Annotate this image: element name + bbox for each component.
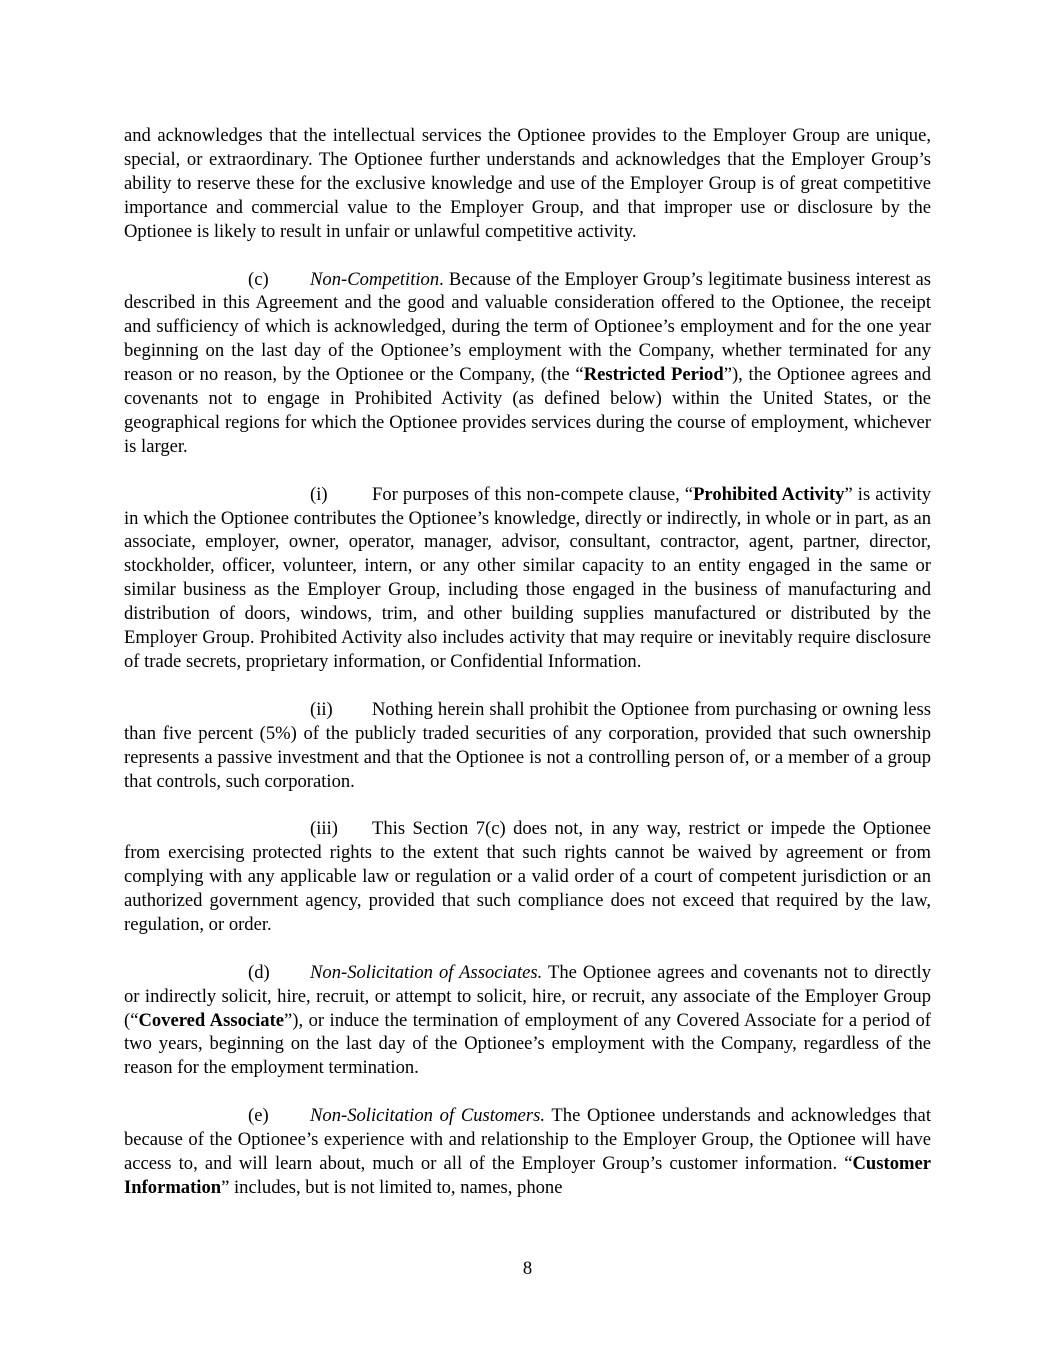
section-c-non-competition bbox=[124, 268, 931, 459]
subsection-number: (ii) bbox=[310, 698, 333, 720]
section-text: ”), the Optionee agrees and covenants not to engage in Prohibited Activity (as defined below) within the United States, or the geographical regions for which the Optionee provides services during the course of employment, whichever is larger. bbox=[124, 364, 932, 457]
defined-term: Restricted Period bbox=[583, 364, 724, 386]
section-number: (d) bbox=[248, 961, 270, 983]
subsection-text: For purposes of this non-compete clause, “ bbox=[372, 483, 694, 505]
section-c-ii-passive-investment bbox=[124, 698, 931, 794]
subsection-number: (iii) bbox=[310, 818, 338, 840]
subsection-text: ” is activity in which the Optionee contributes the Optionee’s knowledge, directly or indirectly, in whole or in part, as an associate, employer, owner, operator, manager, advisor, consultant, contractor, agent, partner, director, stockholder, officer, volunteer, intern, or any other similar capacity to an entity engaged in the same or similar business as the Employer Group, including those engaged in the business of manufacturing and distribution of doors, windows, trim, and other building supplies manufactured or distributed by the Employer Group. Prohibited Activity also includes activity that may require or inevitably require disclosure of trade secrets, proprietary information, or Confidential Information. bbox=[124, 483, 932, 673]
page-number: 8 bbox=[522, 1258, 533, 1279]
section-text: . Because of the Employer Group’s legitimate business interest as described in this Agreement and the good and valuable consideration offered to the Optionee, the receipt and sufficiency of which is acknowledged, during the term of Optionee’s employment and for the one year beginning on the last day of the Optionee’s employment with the Company, whether terminated for any reason or no reason, by the Optionee or the Company, (the “ bbox=[124, 268, 931, 386]
section-heading: Non-Competition bbox=[310, 268, 440, 290]
defined-term: Customer Information bbox=[124, 1152, 931, 1198]
section-text: The Optionee agrees and covenants not to directly or indirectly solicit, hire, recruit, or attempt to solicit, hire, or recruit, any associate of the Employer Group (“ bbox=[124, 961, 931, 1031]
section-e-non-solicitation-customers bbox=[124, 1104, 931, 1200]
subsection-text: Nothing herein shall prohibit the Optionee from purchasing or owning less than five percent (5%) of the publicly traded securities of any corporation, provided that such ownership represents a passive investment and that the Optionee is not a controlling person of, or a member of a group that controls, such corporation. bbox=[124, 698, 931, 792]
section-number: (c) bbox=[248, 268, 269, 290]
section-number: (e) bbox=[248, 1105, 269, 1127]
document-page bbox=[124, 124, 931, 1224]
section-text: The Optionee understands and acknowledges that because of the Optionee’s experience with and relationship to the Employer Group, the Optionee will have access to, and will learn about, much or all of the Employer Group’s customer information. “ bbox=[124, 1105, 931, 1174]
subsection-text: This Section 7(c) does not, in any way, restrict or impede the Optionee from exercising protected rights to the extent that such rights cannot be waived by agreement or from complying with any applicable law or regulation or a valid order of a court of competent jurisdiction or an authorized government agency, provided that such compliance does not exceed that required by the law, regulation, or order. bbox=[124, 818, 931, 935]
subsection-number: (i) bbox=[310, 483, 328, 505]
section-text: ” includes, but is not limited to, names, phone bbox=[221, 1176, 563, 1198]
defined-term: Prohibited Activity bbox=[693, 483, 845, 505]
paragraph-intro: and acknowledges that the intellectual services the Optionee provides to the Employer Group are unique, special, or extraordinary. The Optionee further understands and acknowledges that the Employer Group’s ability to reserve these for the exclusive knowledge and use of the Employer Group is of great competitive importance and commercial value to the Employer Group, and that improper use or disclosure by the Optionee is likely to result in unfair or unlawful competitive activity. bbox=[124, 125, 931, 242]
section-text: ”), or induce the termination of employment of any Covered Associate for a period of two years, beginning on the last day of the Optionee’s employment with the Company, regardless of the reason for the employment termination. bbox=[124, 1009, 931, 1079]
section-heading: Non-Solicitation of Associates. bbox=[310, 961, 543, 983]
section-heading: Non-Solicitation of Customers. bbox=[310, 1105, 546, 1127]
section-c-iii-protected-rights bbox=[124, 817, 931, 937]
section-c-i-prohibited-activity bbox=[124, 483, 931, 674]
section-d-non-solicitation-associates bbox=[124, 961, 931, 1081]
defined-term: Covered Associate bbox=[138, 1009, 285, 1031]
